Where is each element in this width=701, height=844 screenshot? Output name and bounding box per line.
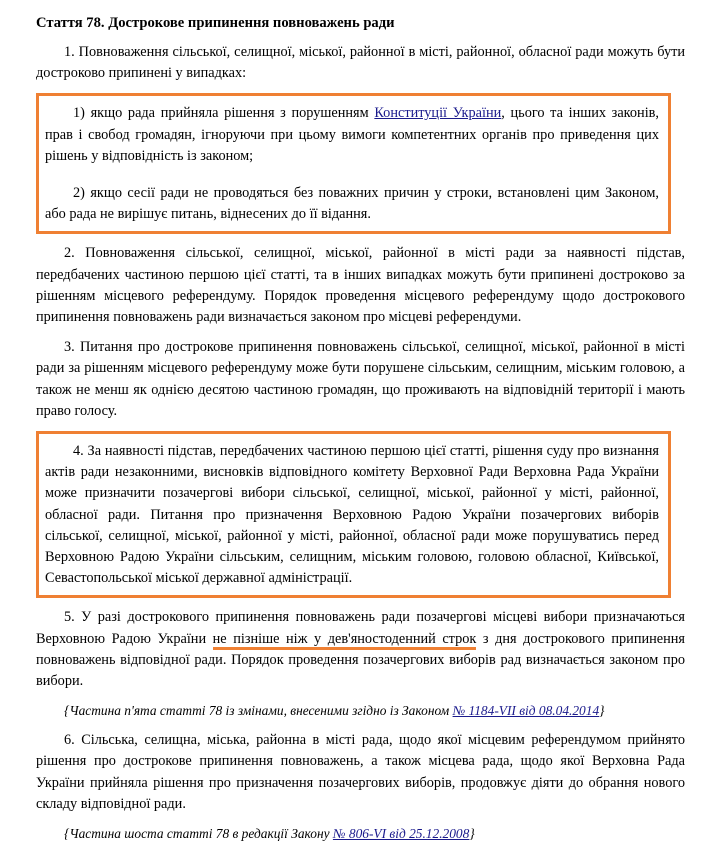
paragraph-5-text-before-underline: 5. У разі дострокового припинення повноважень ради позачергові місцеві вибори призначаються Верховною Радою України xyxy=(36,609,685,647)
item-1-text-after-link: , цього та інших законів, прав і свобод громадян, ігноруючи при цьому вимоги компетентних органів про приведення цих рішень у відповідність із законом; xyxy=(45,105,659,164)
link-constitution-of-ukraine[interactable]: Конституції України xyxy=(374,105,502,122)
list-item-1 xyxy=(45,103,659,167)
paragraph-2: 2. Повноваження сільської, селищної, міської, районної в місті ради за наявності підстав, передбачених частиною першою цієї статті, та в інших випадках можуть бути припинені достроково за рішенням місцевого референдуму. Порядок проведення місцевого референдуму щодо дострокового припинення повноважень ради визначається законом про місцеві референдуми. xyxy=(36,245,685,326)
article-number: Стаття 78. xyxy=(36,15,105,31)
list-item-2: 2) якщо сесії ради не проводяться без поважних причин у строки, встановлені цим Законом, або рада не вирішує питань, віднесених до її відання. xyxy=(45,185,659,223)
note-2-text-before-link: {Частина шоста статті 78 в редакції Закону xyxy=(64,826,333,842)
note-1-text-after-link: } xyxy=(599,703,605,719)
paragraph-6: 6. Сільська, селищна, міська, районна в місті рада, щодо якої місцевим референдумом прийнято рішення про дострокове припинення повноважень, а також місцева рада, щодо якої Верховна Рада України прийняла рішення про призначення позачергових виборів, продовжує діяти до обрання нового складу відповідної ради. xyxy=(36,732,685,812)
highlight-box-items xyxy=(36,93,671,234)
amendment-note-1 xyxy=(36,701,685,721)
paragraph-3: 3. Питання про дострокове припинення повноважень сільської, селищної, міської, районної в місті ради за рішенням місцевого референдуму може бути порушене сільським, селищним, міським головою, а також не менш як однією десятою частиною громадян, що проживають на відповідній території і мають право голосу. xyxy=(36,339,685,419)
page-title xyxy=(36,14,685,33)
paragraph-4: 4. За наявності підстав, передбачених частиною першою цієї статті, рішення суду про визнання актів ради незаконними, висновків відповідного комітету Верховної Ради Верховна Рада України може призначити позачергові вибори сільської, селищної, міської, районної у місті, районної, обласної ради. Питання про призначення Верховною Радою України позачергових виборів сільської, селищної, міської, районної у місті, районної, обласної ради може порушуватись перед Верховною Радою України сільським, селищним, міським головою, головою обласної, Київської, Севастопольської міської державної адміністрації. xyxy=(45,443,659,587)
note-2-text-after-link: } xyxy=(469,826,475,842)
paragraph-5 xyxy=(36,607,685,692)
amendment-note-2 xyxy=(36,824,685,844)
highlight-box-paragraph-4 xyxy=(36,431,671,598)
article-title-text: Дострокове припинення повноважень ради xyxy=(108,15,395,31)
link-law-1184-vii[interactable]: № 1184-VII від 08.04.2014 xyxy=(452,703,600,719)
paragraph-5-highlighted-phrase: не пізніше ніж у дев'яностоденний строк xyxy=(213,631,477,650)
paragraph-1-intro: 1. Повноваження сільської, селищної, міської, районної в місті, районної, обласної ради можуть бути достроково припинені у випадках: xyxy=(36,44,685,82)
note-1-text-before-link: {Частина п'ята статті 78 із змінами, внесеними згідно із Законом xyxy=(64,703,453,719)
link-law-806-vi[interactable]: № 806-VI від 25.12.2008 xyxy=(332,826,470,842)
item-1-text-before-link: 1) якщо рада прийняла рішення з порушенням xyxy=(73,105,375,122)
paragraph-5-text-after-underline: з дня дострокового припинення повноважень відповідної ради. Порядок проведення позачергових виборів рад визначається законом про вибори. xyxy=(36,630,686,690)
